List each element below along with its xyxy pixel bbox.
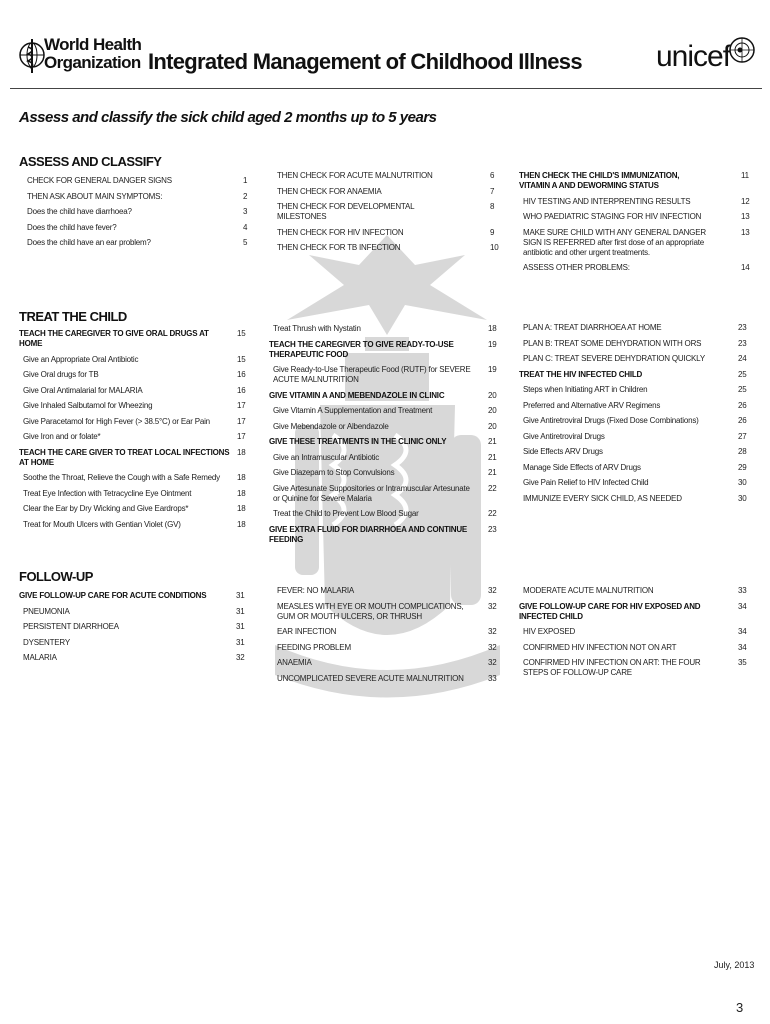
entry-title: THEN CHECK FOR HIV INFECTION <box>277 227 404 237</box>
section-heading-follow-up: FOLLOW-UP <box>19 569 93 584</box>
contents-entry <box>23 222 248 233</box>
entry-page-number: 11 <box>741 171 749 180</box>
contents-entry <box>519 416 747 426</box>
contents-entry <box>519 354 747 364</box>
contents-entry <box>269 421 497 432</box>
contents-entry <box>273 627 497 637</box>
section-heading-treat: TREAT THE CHILD <box>19 309 127 324</box>
entry-title: GIVE FOLLOW-UP CARE FOR ACUTE CONDITIONS <box>19 591 207 600</box>
entry-title: Give Ready-to-Use Therapeutic Food (RUTF) for SEVERE ACUTE MALNUTRITION <box>273 365 471 384</box>
who-line-2: Organization <box>44 53 141 72</box>
contents-entry <box>273 642 497 653</box>
entry-page-number: 18 <box>237 488 246 498</box>
entry-title: Give Inhaled Salbutamol for Wheezing <box>23 401 153 410</box>
entry-page-number: 18 <box>488 324 497 333</box>
entry-page-number: 27 <box>738 431 747 441</box>
contents-entry <box>269 365 497 385</box>
entry-title: IMMUNIZE EVERY SICK CHILD, AS NEEDED <box>523 493 682 503</box>
contents-entry <box>19 606 245 617</box>
entry-title: Give an Intramuscular Antibiotic <box>273 452 380 462</box>
entry-title: Give an Appropriate Oral Antibiotic <box>23 354 139 364</box>
contents-entry <box>519 586 747 596</box>
entry-title: TEACH THE CAREGIVER TO GIVE READY-TO-USE THERAPEUTIC FOOD <box>269 339 454 359</box>
contents-entry <box>19 385 246 396</box>
contents-heading-entry <box>269 437 497 447</box>
entry-page-number: 18 <box>237 519 246 529</box>
entry-page-number: 28 <box>738 447 747 456</box>
contents-heading-entry <box>519 171 749 191</box>
entry-page-number: 26 <box>738 400 747 410</box>
contents-entry <box>519 227 750 258</box>
entry-page-number: 13 <box>741 212 750 221</box>
contents-heading-entry <box>269 390 497 401</box>
contents-entry <box>519 478 747 488</box>
contents-entry <box>19 370 246 380</box>
contents-heading-entry <box>519 601 747 622</box>
entry-title: Clear the Ear by Dry Wicking and Give Eardrops* <box>23 504 189 513</box>
entry-page-number: 16 <box>237 370 246 379</box>
page-subtitle: Assess and classify the sick child aged 2 months up to 5 years <box>19 109 437 126</box>
contents-heading-entry <box>519 369 747 380</box>
entry-title: Treat Eye Infection with Tetracycline Eye Ointment <box>23 488 192 498</box>
entry-title: Side Effects ARV Drugs <box>523 447 603 456</box>
entry-page-number: 32 <box>488 658 497 667</box>
contents-entry <box>19 354 246 365</box>
entry-page-number: 31 <box>236 637 245 647</box>
entry-title: PLAN A: TREAT DIARRHOEA AT HOME <box>523 323 662 332</box>
entry-page-number: 10 <box>490 243 499 252</box>
entry-page-number: 15 <box>237 329 246 338</box>
entry-title: TEACH THE CAREGIVER TO GIVE ORAL DRUGS AT HOME <box>19 329 209 348</box>
entry-title: MAKE SURE CHILD WITH ANY GENERAL DANGER SIGN IS REFERRED after first dose of an appropriate antibiotic and other urgent treatments. <box>523 227 706 257</box>
contents-entry <box>519 462 747 473</box>
entry-title: GIVE FOLLOW-UP CARE FOR HIV EXPOSED AND INFECTED CHILD <box>519 601 701 621</box>
entry-page-number: 17 <box>237 416 246 426</box>
entry-page-number: 18 <box>237 504 246 513</box>
entry-title: Manage Side Effects of ARV Drugs <box>523 462 641 472</box>
entry-page-number: 7 <box>490 186 495 196</box>
contents-entry <box>519 338 747 349</box>
contents-entry <box>273 202 495 222</box>
contents-entry <box>519 323 747 333</box>
treat-col-2 <box>269 324 497 550</box>
entry-page-number: 23 <box>488 524 497 534</box>
entry-title: Give Mebendazole or Albendazole <box>273 421 389 431</box>
who-name <box>44 36 141 72</box>
entry-page-number: 23 <box>738 323 747 332</box>
footer-page-mark: 3 <box>736 1000 744 1015</box>
entry-page-number: 32 <box>488 627 497 636</box>
entry-title: UNCOMPLICATED SEVERE ACUTE MALNUTRITION <box>277 673 464 683</box>
contents-heading-entry <box>269 339 497 360</box>
entry-page-number: 12 <box>741 196 750 206</box>
contents-entry <box>273 673 497 684</box>
entry-page-number: 30 <box>738 493 747 503</box>
entry-title: CONFIRMED HIV INFECTION NOT ON ART <box>523 642 677 652</box>
footer-date: July, 2013 <box>714 960 755 970</box>
entry-page-number: 25 <box>738 369 747 379</box>
page-title: Integrated Management of Childhood Illness <box>148 49 582 74</box>
contents-entry <box>269 324 497 334</box>
entry-page-number: 29 <box>738 462 747 472</box>
contents-entry <box>19 622 245 632</box>
entry-page-number: 31 <box>236 591 245 600</box>
entry-title: Give Vitamin A Supplementation and Treatment <box>273 406 433 415</box>
entry-page-number: 13 <box>741 227 750 237</box>
entry-title: HIV EXPOSED <box>523 627 576 636</box>
entry-title: Give Oral drugs for TB <box>23 370 99 379</box>
contents-entry <box>19 416 246 427</box>
contents-entry <box>269 468 497 478</box>
assess-col-2 <box>273 171 499 259</box>
follow-col-3 <box>519 586 747 684</box>
entry-title: THEN CHECK FOR TB INFECTION <box>277 243 401 252</box>
contents-entry <box>269 452 497 463</box>
entry-title: GIVE VITAMIN A AND MEBENDAZOLE IN CLINIC <box>269 390 445 400</box>
entry-title: ASSESS OTHER PROBLEMS: <box>523 263 630 272</box>
entry-page-number: 23 <box>738 338 747 348</box>
entry-title: DYSENTERY <box>23 637 70 647</box>
entry-title: Give Iron and or folate* <box>23 432 101 441</box>
entry-page-number: 5 <box>243 238 248 247</box>
contents-entry <box>19 653 245 663</box>
entry-title: Treat the Child to Prevent Low Blood Sugar <box>273 509 419 518</box>
entry-title: Give Paracetamol for High Fever (> 38.5°C) or Ear Pain <box>23 416 210 426</box>
entry-title: FEVER: NO MALARIA <box>277 586 355 595</box>
entry-title: EAR INFECTION <box>277 627 337 636</box>
contents-entry <box>519 263 750 273</box>
entry-page-number: 8 <box>490 202 495 211</box>
entry-title: THEN CHECK FOR ACUTE MALNUTRITION <box>277 171 433 180</box>
contents-entry <box>23 207 248 217</box>
contents-entry <box>23 191 248 202</box>
entry-title: Give Artesunate Suppositories or Intramuscular Artesunate or Quinine for Severe Malaria <box>273 483 470 503</box>
contents-entry <box>19 473 246 483</box>
assess-col-3 <box>519 171 750 279</box>
contents-entry <box>269 509 497 519</box>
contents-entry <box>519 212 750 222</box>
entry-page-number: 6 <box>490 171 495 180</box>
contents-entry <box>273 186 495 197</box>
entry-title: Give Diazepam to Stop Convulsions <box>273 468 395 477</box>
contents-entry <box>273 227 495 238</box>
entry-page-number: 21 <box>488 437 497 446</box>
entry-page-number: 22 <box>488 483 497 493</box>
assess-col-1 <box>23 176 248 254</box>
contents-entry <box>19 519 246 530</box>
entry-title: CHECK FOR GENERAL DANGER SIGNS <box>27 176 172 185</box>
entry-title: Does the child have diarrhoea? <box>27 207 132 216</box>
entry-page-number: 34 <box>738 627 747 636</box>
entry-page-number: 32 <box>236 653 245 662</box>
entry-page-number: 18 <box>237 473 246 482</box>
contents-entry <box>519 642 747 653</box>
entry-title: Steps when Initiating ART in Children <box>523 385 648 394</box>
entry-title: Give Pain Relief to HIV Infected Child <box>523 478 649 487</box>
entry-page-number: 34 <box>738 601 747 611</box>
entry-page-number: 18 <box>237 447 246 457</box>
contents-entry <box>23 238 248 248</box>
entry-page-number: 34 <box>738 642 747 652</box>
entry-page-number: 25 <box>738 385 747 394</box>
unicef-globe-icon <box>728 36 756 64</box>
treat-col-1 <box>19 329 246 535</box>
entry-title: Give Oral Antimalarial for MALARIA <box>23 385 143 395</box>
entry-title: Preferred and Alternative ARV Regimens <box>523 400 661 410</box>
entry-title: PLAN C: TREAT SEVERE DEHYDRATION QUICKLY <box>523 354 705 363</box>
contents-entry <box>519 447 747 457</box>
contents-entry <box>19 637 245 648</box>
entry-page-number: 22 <box>488 509 497 518</box>
entry-title: Does the child have fever? <box>27 222 117 232</box>
entry-title: PNEUMONIA <box>23 606 70 616</box>
contents-entry <box>273 601 497 622</box>
entry-title: Treat Thrush with Nystatin <box>273 324 361 333</box>
entry-page-number: 1 <box>243 176 248 185</box>
contents-entry <box>19 432 246 442</box>
entry-title: Treat for Mouth Ulcers with Gentian Violet (GV) <box>23 519 181 529</box>
entry-title: TEACH THE CARE GIVER TO TREAT LOCAL INFECTIONS AT HOME <box>19 447 230 467</box>
entry-title: Give Antiretroviral Drugs <box>523 431 605 441</box>
entry-title: MALARIA <box>23 653 57 662</box>
entry-title: CONFIRMED HIV INFECTION ON ART: THE FOUR STEPS OF FOLLOW-UP CARE <box>523 658 701 677</box>
contents-entry <box>269 483 497 504</box>
contents-entry <box>273 658 497 668</box>
entry-page-number: 21 <box>488 468 497 477</box>
unicef-logo-text: unicef <box>656 40 731 73</box>
entry-page-number: 31 <box>236 622 245 631</box>
entry-title: Does the child have an ear problem? <box>27 238 151 247</box>
header-divider <box>10 88 762 89</box>
entry-page-number: 32 <box>488 586 497 595</box>
entry-title: ANAEMIA <box>277 658 312 667</box>
contents-entry <box>519 196 750 207</box>
entry-page-number: 30 <box>738 478 747 487</box>
entry-page-number: 33 <box>738 586 747 595</box>
entry-page-number: 32 <box>488 601 497 611</box>
entry-title: THEN CHECK FOR ANAEMIA <box>277 186 382 196</box>
entry-page-number: 20 <box>488 390 497 400</box>
contents-entry <box>519 627 747 637</box>
follow-col-2 <box>273 586 497 689</box>
entry-page-number: 35 <box>738 658 747 667</box>
entry-title: Give Antiretroviral Drugs (Fixed Dose Combinations) <box>523 416 699 425</box>
entry-title: PERSISTENT DIARRHOEA <box>23 622 119 631</box>
entry-title: WHO PAEDIATRIC STAGING FOR HIV INFECTION <box>523 212 702 221</box>
entry-title: GIVE THESE TREATMENTS IN THE CLINIC ONLY <box>269 437 447 446</box>
contents-heading-entry <box>269 524 497 545</box>
entry-title: Soothe the Throat, Relieve the Cough with a Safe Remedy <box>23 473 220 482</box>
entry-title: TREAT THE HIV INFECTED CHILD <box>519 369 643 379</box>
entry-page-number: 33 <box>488 673 497 683</box>
contents-heading-entry <box>19 329 246 349</box>
contents-entry <box>19 504 246 514</box>
contents-entry <box>519 658 747 678</box>
contents-entry <box>19 401 246 411</box>
entry-title: FEEDING PROBLEM <box>277 642 351 652</box>
entry-page-number: 17 <box>237 401 246 410</box>
entry-title: MEASLES WITH EYE OR MOUTH COMPLICATIONS, GUM OR MOUTH ULCERS, OR THRUSH <box>277 601 464 621</box>
contents-entry <box>23 176 248 186</box>
contents-entry <box>519 385 747 395</box>
contents-entry <box>519 400 747 411</box>
entry-title: HIV TESTING AND INTERPRENTING RESULTS <box>523 196 691 206</box>
entry-page-number: 16 <box>237 385 246 395</box>
entry-title: THEN CHECK THE CHILD'S IMMUNIZATION, VITAMIN A AND DEWORMING STATUS <box>519 171 680 190</box>
entry-page-number: 32 <box>488 642 497 652</box>
who-line-1: World Health <box>44 35 142 54</box>
who-emblem-icon <box>18 35 46 79</box>
entry-page-number: 31 <box>236 606 245 616</box>
entry-page-number: 17 <box>237 432 246 441</box>
entry-page-number: 20 <box>488 421 497 431</box>
contents-entry <box>519 431 747 442</box>
contents-entry <box>273 586 497 596</box>
contents-entry <box>19 488 246 499</box>
entry-page-number: 21 <box>488 452 497 462</box>
entry-page-number: 24 <box>738 354 747 363</box>
contents-entry <box>273 243 499 253</box>
contents-entry <box>519 493 747 504</box>
entry-title: PLAN B: TREAT SOME DEHYDRATION WITH ORS <box>523 338 702 348</box>
entry-page-number: 4 <box>243 222 248 232</box>
entry-page-number: 2 <box>243 191 248 201</box>
entry-page-number: 20 <box>488 406 497 415</box>
contents-heading-entry <box>19 447 246 468</box>
entry-page-number: 9 <box>490 227 495 237</box>
entry-page-number: 19 <box>488 339 497 349</box>
entry-page-number: 26 <box>738 416 747 425</box>
entry-title: GIVE EXTRA FLUID FOR DIARRHOEA AND CONTINUE FEEDING <box>269 524 468 544</box>
contents-heading-entry <box>19 591 245 601</box>
entry-page-number: 14 <box>741 263 750 272</box>
entry-page-number: 15 <box>237 354 246 364</box>
entry-title: THEN ASK ABOUT MAIN SYMPTOMS: <box>27 191 163 201</box>
entry-title: THEN CHECK FOR DEVELOPMENTAL MILESTONES <box>277 202 415 221</box>
entry-title: MODERATE ACUTE MALNUTRITION <box>523 586 654 595</box>
contents-entry <box>269 406 497 416</box>
section-heading-assess: ASSESS AND CLASSIFY <box>19 154 162 169</box>
follow-col-1 <box>19 591 245 669</box>
treat-col-3 <box>519 323 747 509</box>
entry-page-number: 19 <box>488 365 497 374</box>
entry-page-number: 3 <box>243 207 248 216</box>
contents-entry <box>273 171 495 181</box>
